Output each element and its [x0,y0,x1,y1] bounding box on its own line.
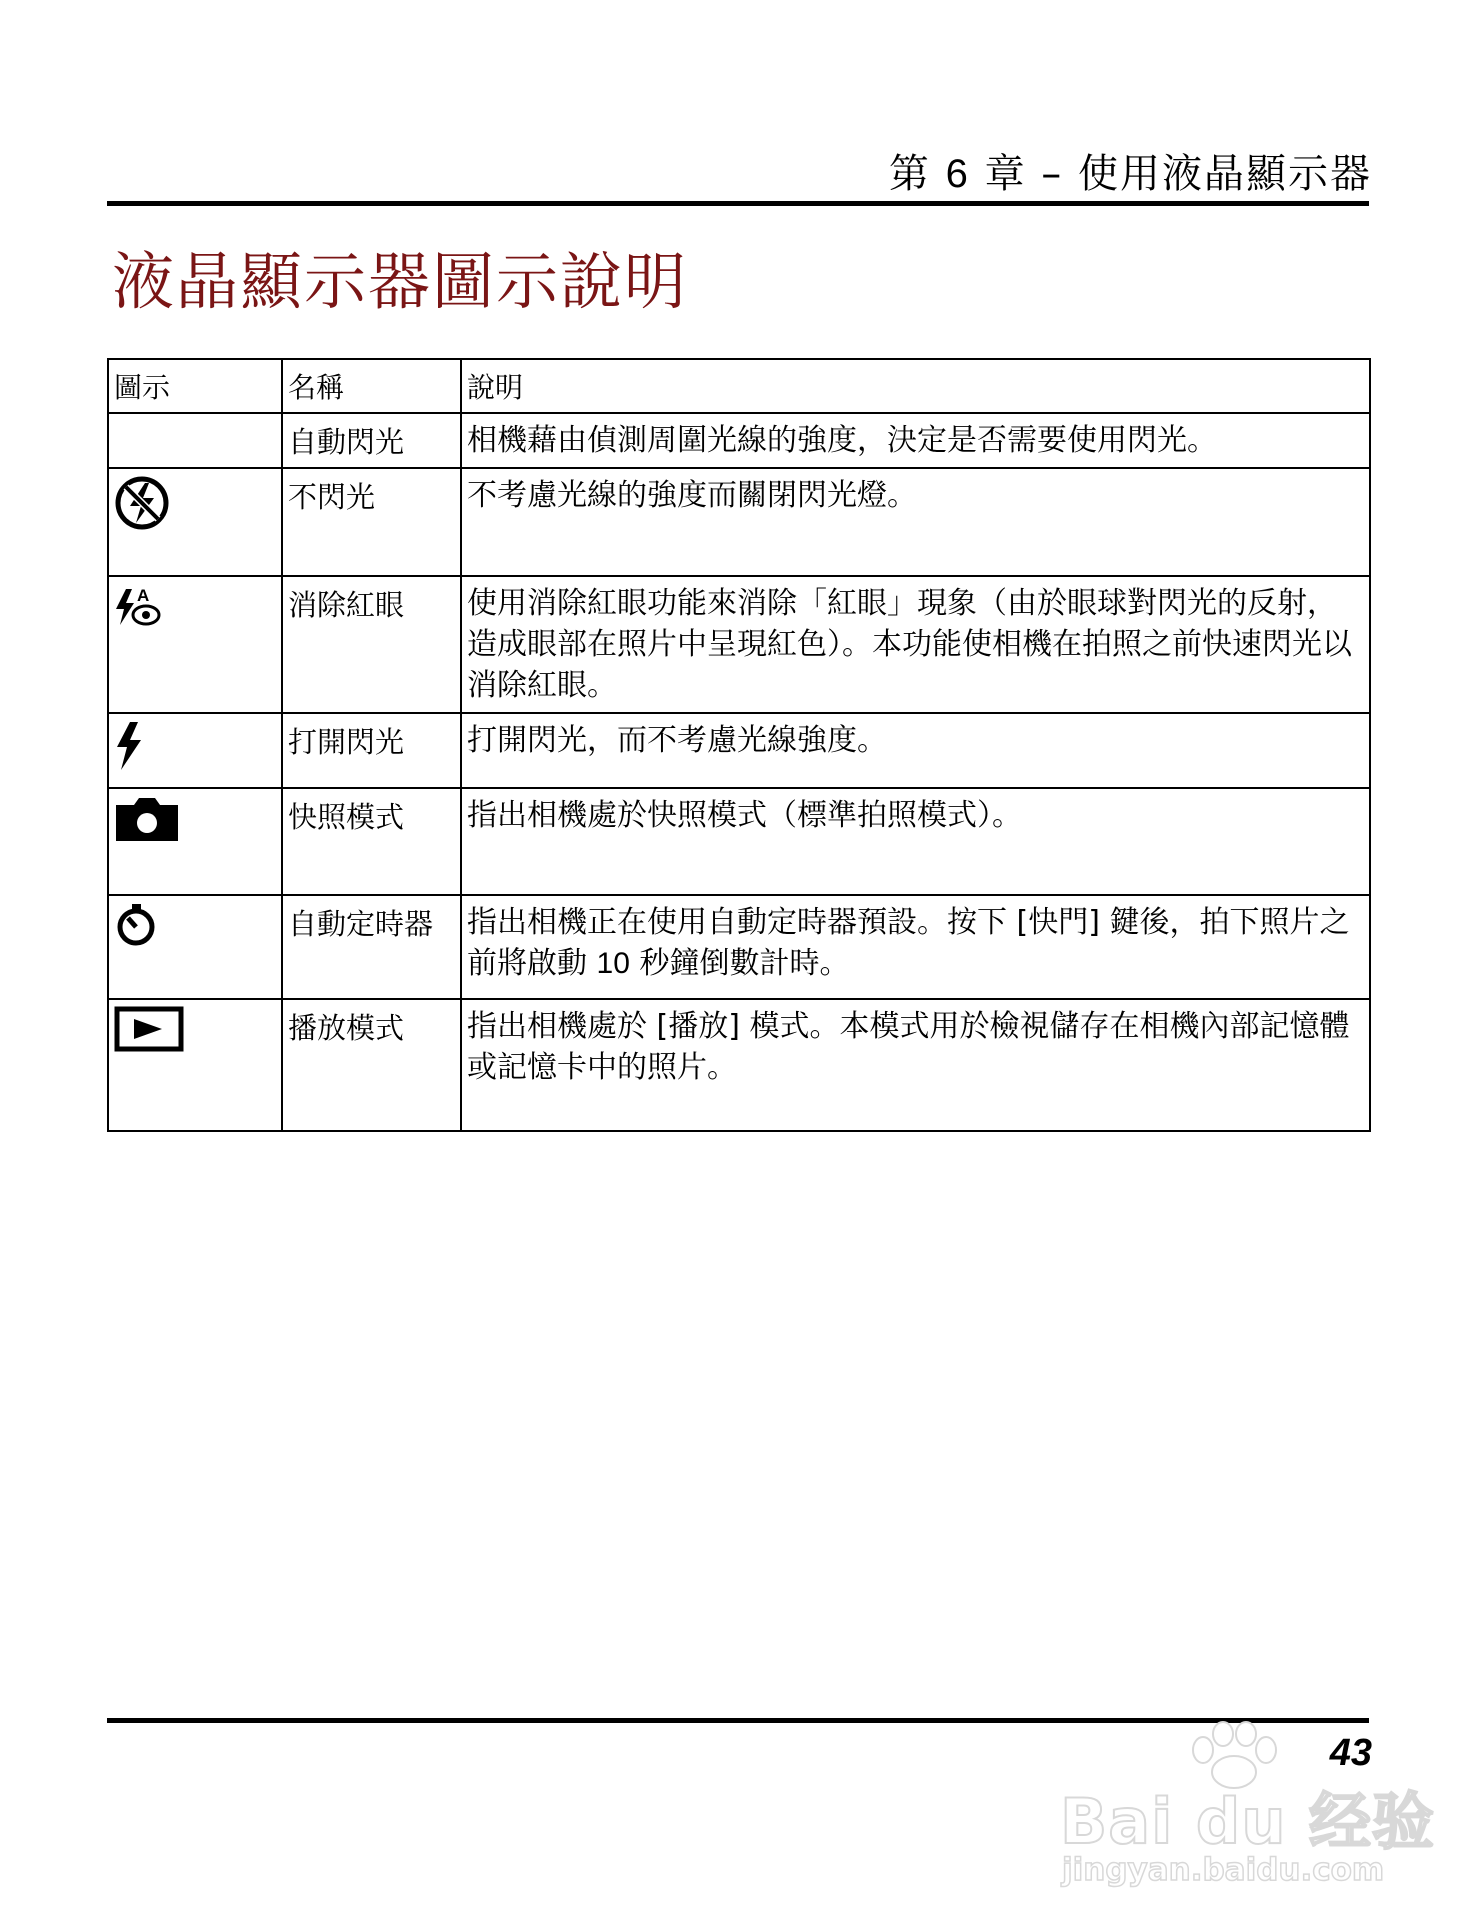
table-row [108,576,1370,713]
row-name: 自動定時器 [282,895,461,999]
lcd-icon-table [107,358,1371,1132]
chapter-prefix: 第 [888,151,931,197]
row-desc: 指出相機處於快照模式（標準拍照模式）。 [461,788,1370,895]
svg-text:A: A [137,586,150,605]
flash-off-icon [114,475,170,531]
header-rule [107,201,1369,206]
chapter-number: 6 [945,152,970,196]
row-name: 快照模式 [282,788,461,895]
watermark-url: jingyan.baidu.com [1062,1852,1385,1888]
table-row [108,999,1370,1131]
col-header-name: 名稱 [282,359,461,413]
flash-on-icon [114,720,144,772]
row-name: 打開閃光 [282,713,461,788]
desc-text: 秒鐘倒數計時。 [629,946,850,981]
icon-cell-empty [108,413,282,468]
table-row [108,468,1370,576]
row-desc: 指出相機處於 [播放] 模式。本模式用於檢視儲存在相機內部記憶體或記憶卡中的照片。 [461,999,1370,1131]
table-row [108,713,1370,788]
row-name: 自動閃光 [282,413,461,468]
desc-text: 指出相機正在使用自動定時器預設。按下 [快門] 鍵後，拍下照片之前將啟動 [467,905,1350,981]
baidu-watermark [1060,1720,1436,1888]
playback-icon [114,1006,184,1052]
col-header-icon: 圖示 [108,359,282,413]
watermark-logo: Bai du 经验 [1060,1785,1436,1858]
self-timer-icon [114,902,160,948]
row-name: 消除紅眼 [282,576,461,713]
row-name: 播放模式 [282,999,461,1131]
table-header-row [108,359,1370,413]
table-row [108,413,1370,468]
table-row [108,788,1370,895]
camera-icon [114,795,180,843]
row-desc: 使用消除紅眼功能來消除「紅眼」現象（由於眼球對閃光的反射，造成眼部在照片中呈現紅色）。本功能使相機在拍照之前快速閃光以消除紅眼。 [461,576,1370,713]
row-desc: 不考慮光線的強度而關閉閃光燈。 [461,468,1370,576]
red-eye-reduction-icon [114,583,162,631]
chapter-title: 章 – 使用液晶顯示器 [984,151,1372,197]
page-number: 43 [1329,1732,1372,1774]
countdown-seconds: 10 [596,947,630,980]
row-desc [461,895,1370,999]
row-name: 不閃光 [282,468,461,576]
col-header-desc: 說明 [461,359,1370,413]
page-title: 液晶顯示器圖示說明 [112,245,689,318]
chapter-header [889,142,1372,199]
table-row [108,895,1370,999]
row-desc: 相機藉由偵測周圍光線的強度，決定是否需要使用閃光。 [461,413,1370,468]
row-desc: 打開閃光，而不考慮光線強度。 [461,713,1370,788]
